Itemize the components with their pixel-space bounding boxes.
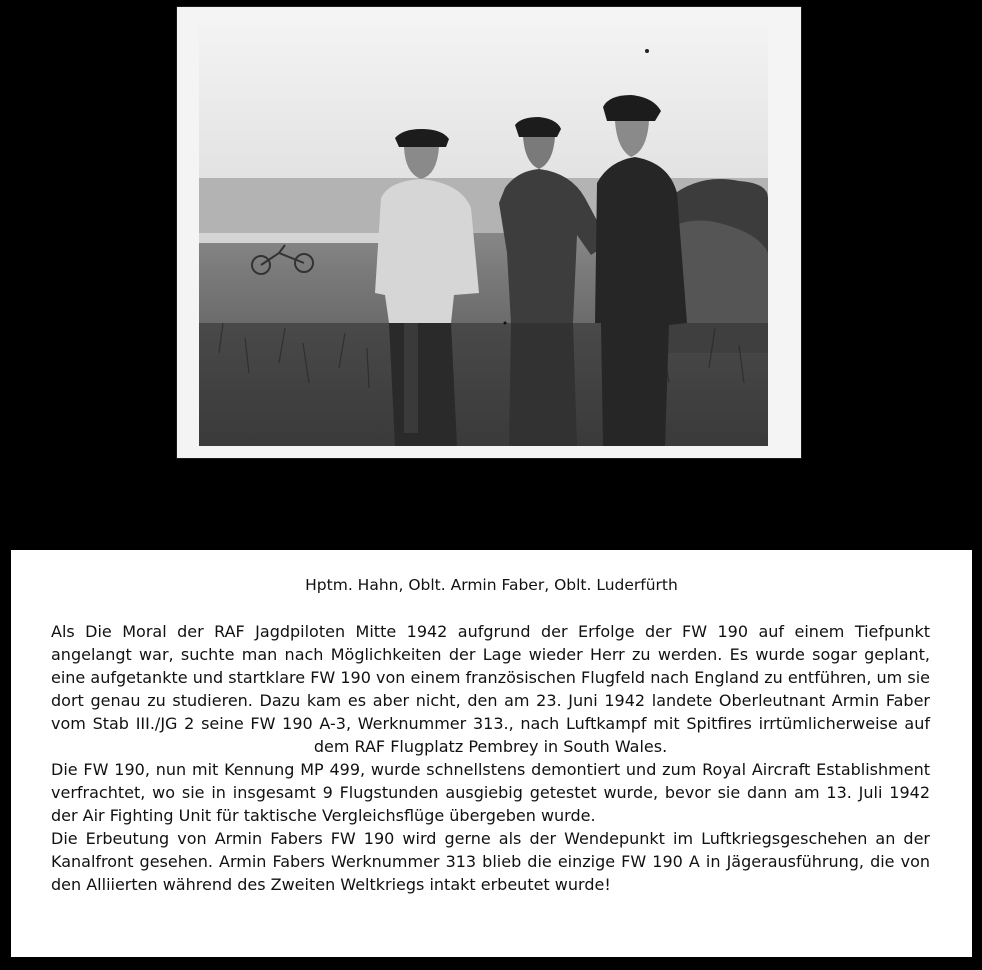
caption-body: [51, 620, 930, 896]
caption-title: Hptm. Hahn, Oblt. Armin Faber, Oblt. Luderfürth: [305, 576, 678, 594]
caption-card: [11, 550, 972, 957]
caption-paragraph-2: Die FW 190, nun mit Kennung MP 499, wurde schnellstens demontiert und zum Royal Aircraft Establishment verfrachtet, wo sie in insgesamt 9 Flugstunden ausgiebig getestet wurde, bevor sie dann am 13. Juli 1942 der Air Fighting Unit für taktische Vergleichsflüge übergeben wurde.: [51, 760, 930, 825]
photo-image: [199, 23, 768, 446]
photo-mount: [177, 7, 801, 458]
caption-paragraph-1: Als Die Moral der RAF Jagdpiloten Mitte 1942 aufgrund der Erfolge der FW 190 auf einem Tiefpunkt angelangt war, suchte man nach Möglichkeiten der Lage wieder Herr zu werden. Es wurde sogar geplant, eine aufgetankte und startklare FW 190 von einem französischen Flugfeld nach England zu entführen, um sie dort genau zu studieren. Dazu kam es aber nicht, den am 23. Juni 1942 landete Oberleutnant Armin Faber vom Stab III./JG 2 seine FW 190 A-3, Werknummer 313., nach Luftkampf mit Spitfires irrtümlicherweise auf dem RAF Flugplatz Pembrey in South Wales.: [51, 622, 930, 756]
caption-paragraph-3: Die Erbeutung von Armin Fabers FW 190 wird gerne als der Wendepunkt im Luftkriegsgeschehen an der Kanalfront gesehen. Armin Fabers Werknummer 313 blieb die einzige FW 190 A in Jägerausführung, die von den Alliierten während des Zweiten Weltkriegs intakt erbeutet wurde!: [51, 829, 930, 894]
historical-photo: [199, 23, 768, 446]
